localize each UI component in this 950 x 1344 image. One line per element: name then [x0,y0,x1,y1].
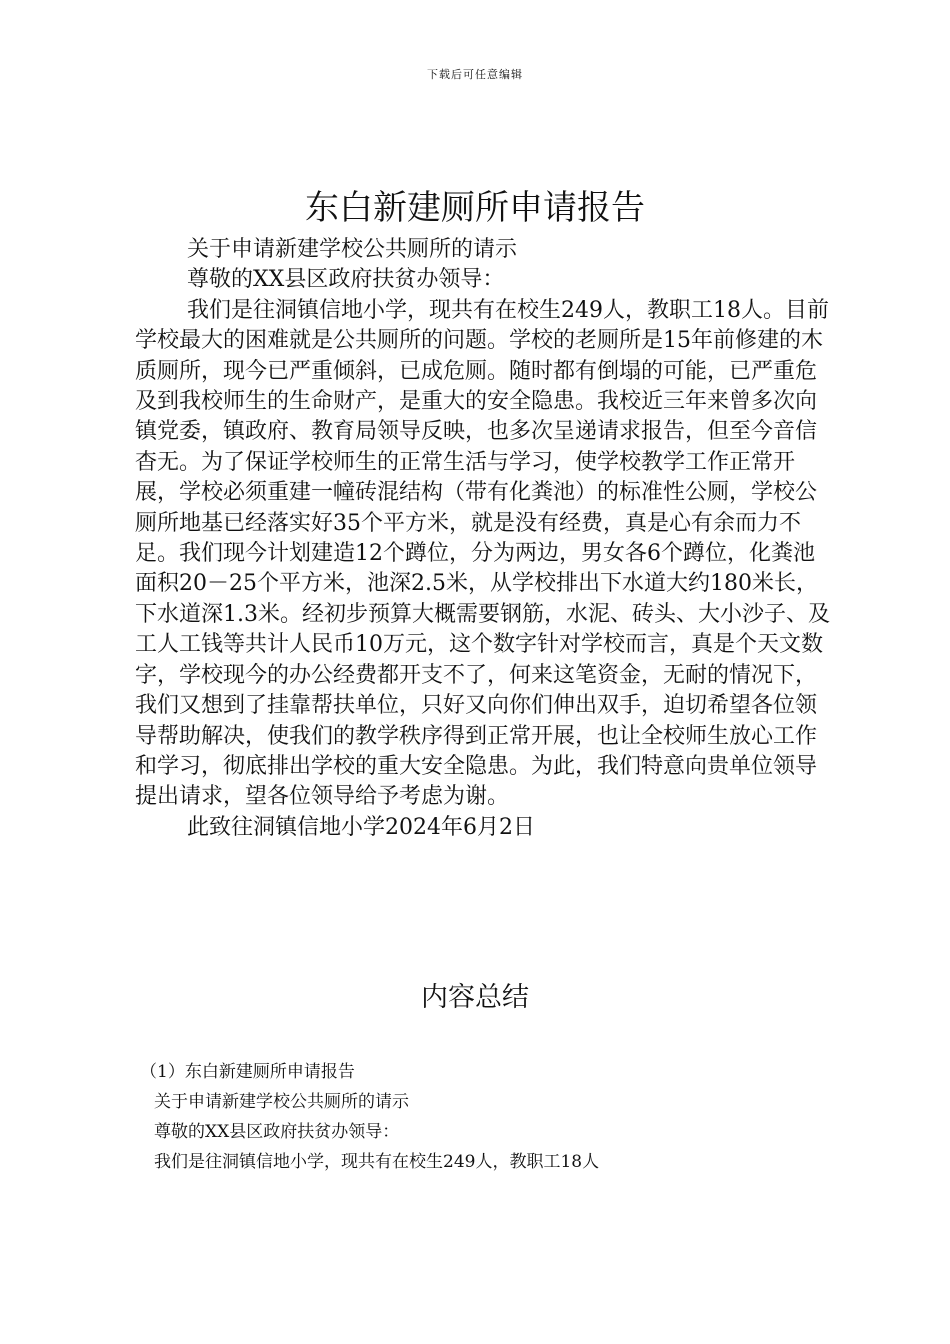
summary-item: 关于申请新建学校公共厕所的请示 [154,1092,409,1112]
header-note: 下载后可任意编辑 [427,68,523,81]
main-paragraph: 我们是往洞镇信地小学，现共有在校生249人，教职工18人。目前学校最大的困难就是公共厕所的问题。学校的老厕所是15年前修建的木质厕所，现今已严重倾斜，已成危厕。随时都有倒塌的可能，已严重危及到我校师生的生命财产，是重大的安全隐患。我校近三年来曾多次向镇党委，镇政府、教育局领导反映，也多次呈递请求报告，但至今音信杳无。为了保证学校师生的正常生活与学习，使学校教学工作正常开展，学校必须重建一幢砖混结构（带有化粪池）的标准性公厕，学校公厕所地基已经落实好35个平方米，就是没有经费，真是心有余而力不足。我们现今计划建造12个蹲位，分为两边，男女各6个蹲位，化粪池面积20－25个平方米，池深2.5米，从学校排出下水道大约180米长，下水道深1.3米。经初步预算大概需要钢筋，水泥、砖头、大小沙子、及工人工钱等共计人民币10万元，这个数字针对学校而言，真是个天文数字，学校现今的办公经费都开支不了，何来这笔资金，无耐的情况下，我们又想到了挂靠帮扶单位，只好又向你们伸出双手，迫切希望各位领导帮助解决，使我们的教学秩序得到正常开展，也让全校师生放心工作和学习，彻底排出学校的重大安全隐患。为此，我们特意向贵单位领导提出请求，望各位领导给予考虑为谢。 [135,297,830,810]
summary-title: 内容总结 [421,982,529,1013]
summary-item: （1）东白新建厕所申请报告 [140,1062,355,1082]
subject-line: 关于申请新建学校公共厕所的请示 [187,237,518,262]
summary-item: 尊敬的XX县区政府扶贫办领导： [154,1122,400,1142]
summary-item: 我们是往洞镇信地小学，现共有在校生249人，教职工18人 [154,1152,600,1172]
document-body [135,235,835,843]
summary-section [140,1057,840,1177]
closing-line: 此致往洞镇信地小学2024年6月2日 [187,814,535,840]
document-title: 东白新建厕所申请报告 [305,188,645,228]
salutation: 尊敬的XX县区政府扶贫办领导： [187,267,505,293]
